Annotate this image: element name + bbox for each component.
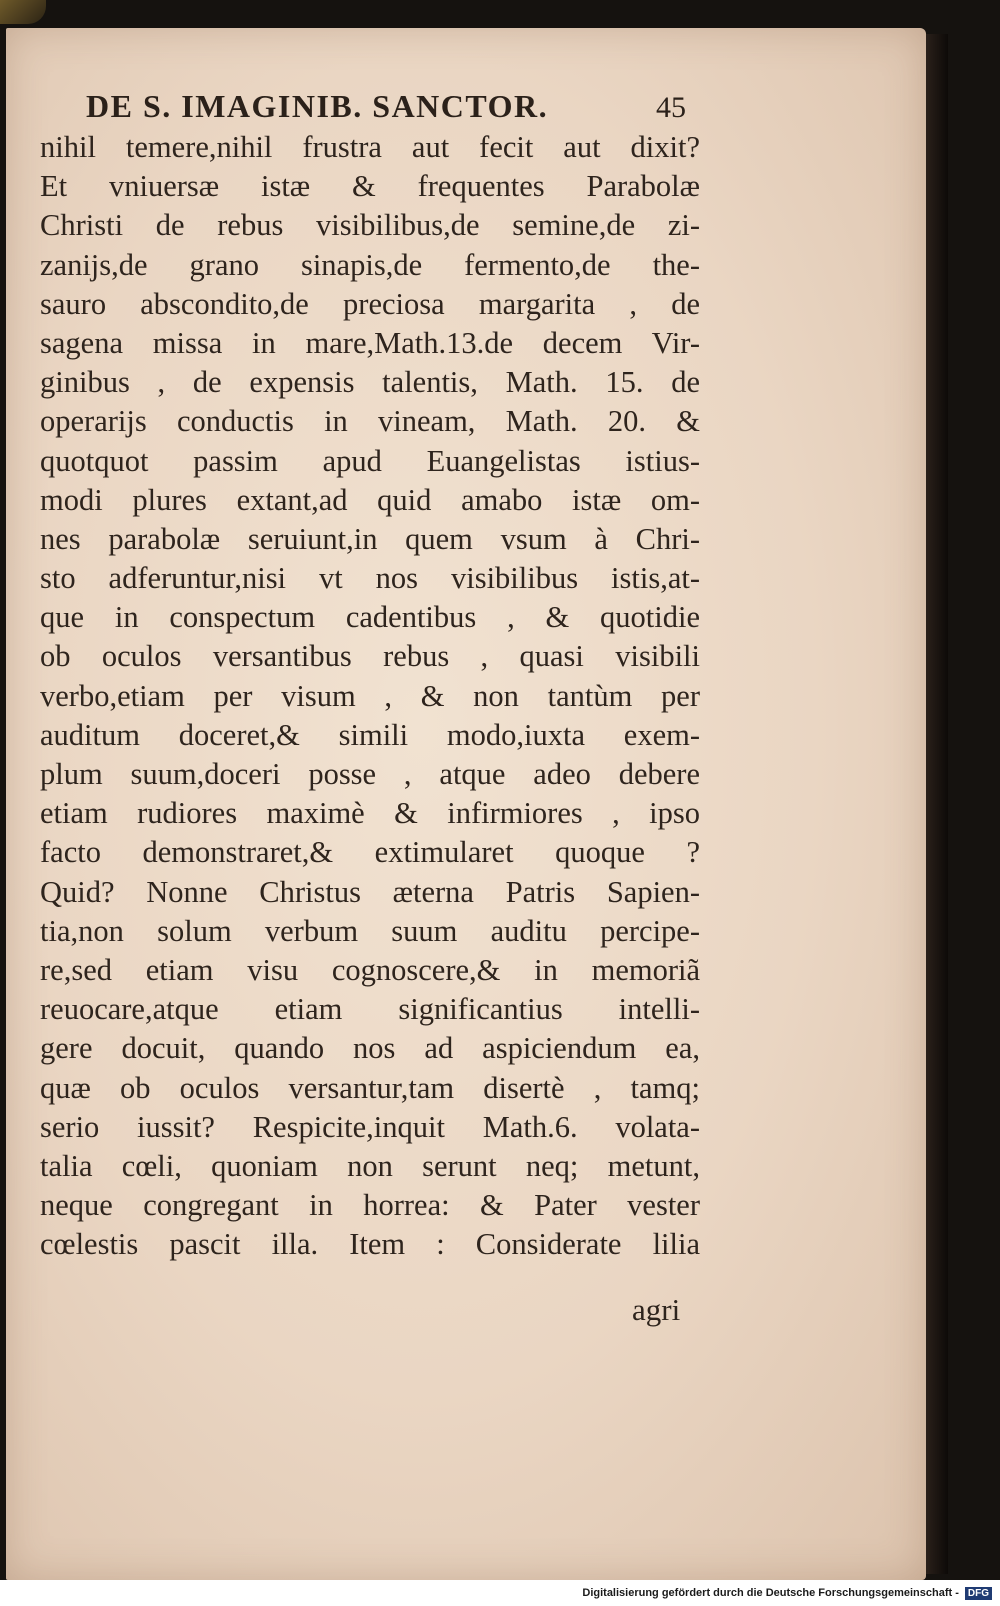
footer-credit: Digitalisierung gefördert durch die Deutsche Forschungsgemeinschaft - [582, 1587, 959, 1599]
text-line: re,sed etiam visu cognoscere,& in memoriã [40, 952, 700, 987]
text-line: zanijs,de grano sinapis,de fermento,de the- [40, 247, 700, 282]
text-line: tia,non solum verbum suum auditu percipe- [40, 913, 700, 948]
text-line: neque congregant in horrea: & Pater vester [40, 1188, 700, 1223]
text-line: ob oculos versantibus rebus , quasi visibili [40, 639, 700, 674]
text-line: Et vniuersæ istæ & frequentes Parabolæ [40, 169, 700, 204]
text-line: modi plures extant,ad quid amabo istæ om- [40, 482, 700, 517]
text-line: sagena missa in mare,Math.13.de decem Vir- [40, 325, 700, 360]
text-line: plum suum,doceri posse , atque adeo debere [40, 757, 700, 791]
text-line: facto demonstraret,& extimularet quoque ? [40, 835, 700, 870]
body-text [40, 128, 700, 1264]
text-line: gere docuit, quando nos ad aspiciendum ea, [40, 1031, 700, 1066]
page-edge [926, 34, 948, 1574]
text-line: nes parabolæ seruiunt,in quem vsum à Chri- [40, 521, 700, 556]
text-line: cœlestis pascit illa. Item : Considerate lilia [40, 1227, 700, 1262]
text-line: nihil temere,nihil frustra aut fecit aut dixit? [40, 130, 700, 164]
text-line: quæ ob oculos versantur,tam disertè , tamq; [40, 1070, 700, 1105]
catchword: agri [632, 1292, 681, 1327]
text-line: talia cœli, quoniam non serunt neq; metunt, [40, 1148, 700, 1183]
text-line: auditum doceret,& simili modo,iuxta exem- [40, 717, 700, 752]
text-line: etiam rudiores maximè & infirmiores , ipso [40, 796, 700, 831]
page-number: 45 [656, 91, 686, 124]
text-line: sauro abscondito,de preciosa margarita , de [40, 286, 700, 321]
text-line: quotquot passim apud Euangelistas istius- [40, 443, 700, 478]
text-line: verbo,etiam per visum , & non tantùm per [40, 678, 700, 713]
dfg-logo-icon: DFG [965, 1587, 992, 1600]
text-line: sto adferuntur,nisi vt nos visibilibus istis,at- [40, 561, 700, 596]
text-line: que in conspectum cadentibus , & quotidie [40, 600, 700, 635]
text-line: operarijs conductis in vineam, Math. 20. & [40, 404, 700, 439]
footer-bar [0, 1580, 1000, 1606]
text-line: serio iussit? Respicite,inquit Math.6. volata- [40, 1109, 700, 1144]
text-line: Quid? Nonne Christus æterna Patris Sapien- [40, 874, 700, 909]
text-line: reuocare,atque etiam significantius intelli- [40, 992, 700, 1027]
text-line: Christi de rebus visibilibus,de semine,de zi- [40, 208, 700, 243]
text-line: ginibus , de expensis talentis, Math. 15. de [40, 365, 700, 400]
running-title: DE S. IMAGINIB. SANCTOR. [86, 88, 549, 124]
